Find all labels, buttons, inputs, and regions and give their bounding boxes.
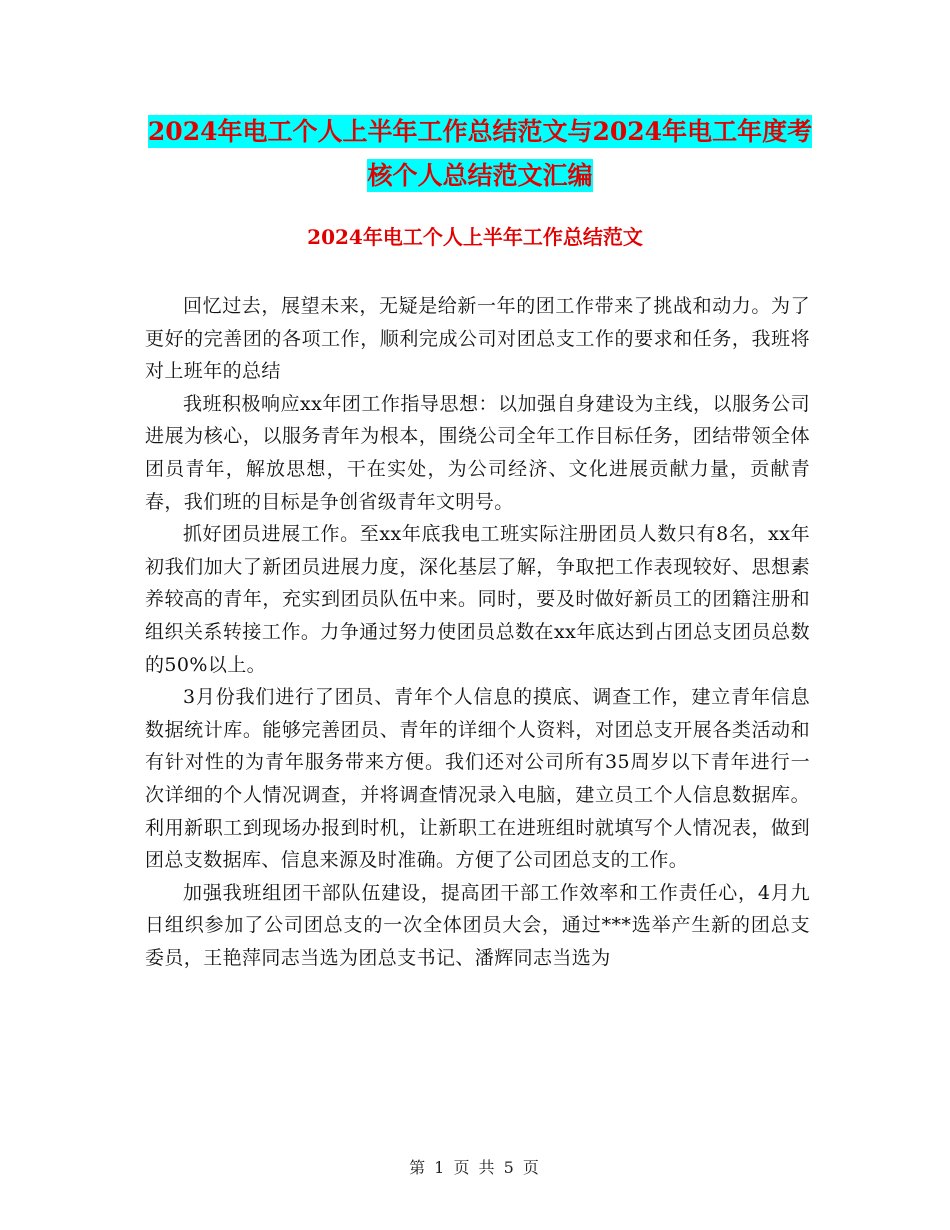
paragraph: 我班积极响应xx年团工作指导思想：以加强自身建设为主线，以服务公司进展为核心，以服务青年为根本，围绕公司全年工作目标任务，团结带领全体团员青年，解放思想，干在实处，为公司经济、文化进展贡献力量，贡献青春，我们班的目标是争创省级青年文明号。 <box>145 392 810 513</box>
page-number-footer: 第 1 页 共 5 页 <box>409 1158 541 1177</box>
paragraph: 3月份我们进行了团员、青年个人信息的摸底、调查工作，建立青年信息数据统计库。能够完善团员、青年的详细个人资料，对团总支开展各类活动和有针对性的为青年服务带来方便。我们还对公司所有35周岁以下青年进行一次详细的个人情况调查，并将调查情况录入电脑，建立员工个人信息数据库。利用新职工到现场办报到时机，让新职工在进班组时就填写个人情况表，做到团总支数据库、信息来源及时准确。方便了公司团总支的工作。 <box>145 686 810 872</box>
section-title: 2024年电工个人上半年工作总结范文 <box>307 225 643 249</box>
document-title <box>145 110 815 198</box>
paragraph: 回忆过去，展望未来，无疑是给新一年的团工作带来了挑战和动力。为了更好的完善团的各项工作，顺利完成公司对团总支工作的要求和任务，我班将对上班年的总结 <box>145 295 810 383</box>
document-body <box>145 290 810 974</box>
paragraph: 加强我班组团干部队伍建设，提高团干部工作效率和工作责任心，4月九日组织参加了公司团总支的一次全体团员大会，通过***选举产生新的团总支委员，王艳萍同志当选为团总支书记、潘辉同志当选为 <box>145 881 810 969</box>
paragraph: 抓好团员进展工作。至xx年底我电工班实际注册团员人数只有8名，xx年初我们加大了新团员进展力度，深化基层了解，争取把工作表现较好、思想素养较高的青年，充实到团员队伍中来。同时，要及时做好新员工的团籍注册和组织关系转接工作。力争通过努力使团员总数在xx年底达到占团总支团员总数的50%以上。 <box>145 523 810 676</box>
document-title-text: 2024年电工个人上半年工作总结范文与2024年电工年度考核个人总结范文汇编 <box>147 117 813 190</box>
